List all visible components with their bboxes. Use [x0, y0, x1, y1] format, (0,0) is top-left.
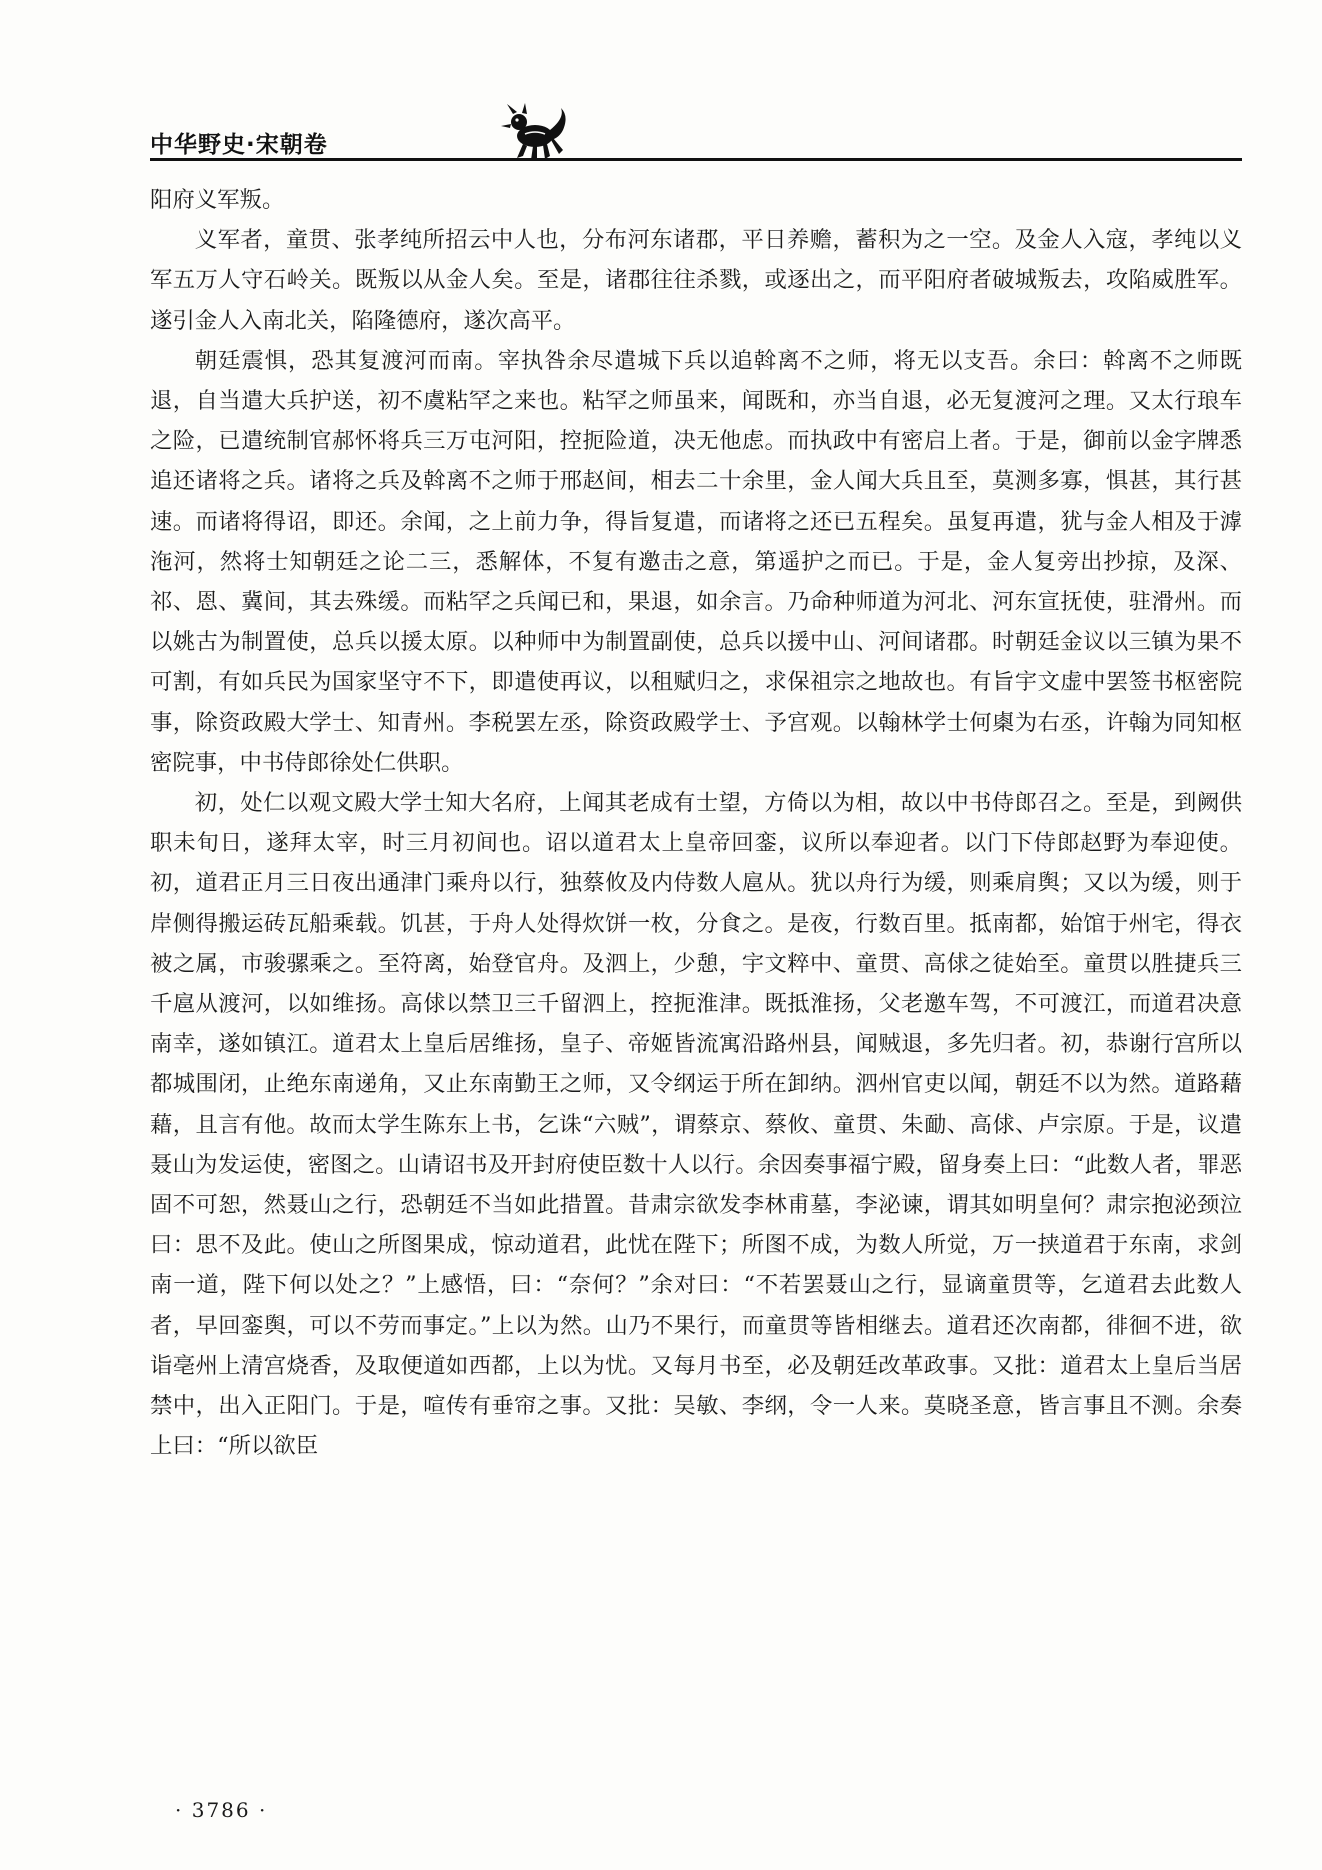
paragraph: 义军者，童贯、张孝纯所招云中人也，分布河东诸郡，平日养赡，蓄积为之一空。及金人入寇，孝纯以义军五万人守石岭关。既叛以从金人矣。至是，诸郡往往杀戮，或逐出之，而平阳府者破城叛去，攻陷威胜军。遂引金人入南北关，陷隆德府，遂次高平。	[150, 227, 1242, 334]
page-header	[150, 100, 1240, 170]
dragon-emblem-icon	[495, 100, 575, 164]
paragraph-continued: 阳府义军叛。	[150, 187, 285, 213]
paragraph: 朝廷震惧，恐其复渡河而南。宰执咎余尽遣城下兵以追斡离不之师，将无以支吾。余曰：斡离不之师既退，自当遣大兵护送，初不虞粘罕之来也。粘罕之师虽来，闻既和，亦当自退，必无复渡河之理。又太行琅车之险，已遣统制官郝怀将兵三万屯河阳，控扼险道，决无他虑。而执政中有密启上者。于是，御前以金字牌悉追还诸将之兵。诸将之兵及斡离不之师于邢赵间，相去二十余里，金人闻大兵且至，莫测多寡，惧甚，其行甚速。而诸将得诏，即还。余闻，之上前力争，得旨复遣，而诸将之还已五程矣。虽复再遣，犹与金人相及于滹沲河，然将士知朝廷之论二三，悉解体，不复有邀击之意，第遥护之而已。于是，金人复旁出抄掠，及深、祁、恩、冀间，其去殊缓。而粘罕之兵闻已和，果退，如余言。乃命种师道为河北、河东宣抚使，驻滑州。而以姚古为制置使，总兵以援太原。以种师中为制置副使，总兵以援中山、河间诸郡。时朝廷金议以三镇为果不可割，有如兵民为国家坚守不下，即遣使再议，以租赋归之，求保祖宗之地故也。有旨宇文虚中罢签书枢密院事，除资政殿大学士、知青州。李税罢左丞，除资政殿学士、予宫观。以翰林学士何㮚为右丞，许翰为同知枢密院事，中书侍郎徐处仁供职。	[150, 347, 1242, 776]
main-text	[150, 180, 1242, 1467]
running-title: 中华野史·宋朝卷	[150, 132, 328, 158]
header-rule	[150, 158, 1242, 161]
page-number: · 3786 ·	[175, 1798, 268, 1822]
paragraph: 初，处仁以观文殿大学士知大名府，上闻其老成有士望，方倚以为相，故以中书侍郎召之。至是，到阙供职未旬日，遂拜太宰，时三月初间也。诏以道君太上皇帝回銮，议所以奉迎者。以门下侍郎赵野为奉迎使。初，道君正月三日夜出通津门乘舟以行，独蔡攸及内侍数人扈从。犹以舟行为缓，则乘肩舆；又以为缓，则于岸侧得搬运砖瓦船乘载。饥甚，于舟人处得炊饼一枚，分食之。是夜，行数百里。抵南都，始馆于州宅，得衣被之属，市骏骡乘之。至符离，始登官舟。及泗上，少憩，宇文粹中、童贯、高俅之徒始至。童贯以胜捷兵三千扈从渡河，以如维扬。高俅以禁卫三千留泗上，控扼淮津。既抵淮扬，父老邀车驾，不可渡江，而道君决意南幸，遂如镇江。道君太上皇后居维扬，皇子、帝姬皆流寓沿路州县，闻贼退，多先归者。初，恭谢行宫所以都城围闭，止绝东南递角，又止东南勤王之师，又令纲运于所在卸纳。泗州官吏以闻，朝廷不以为然。道路藉藉，且言有他。故而太学生陈东上书，乞诛“六贼”，谓蔡京、蔡攸、童贯、朱勔、高俅、卢宗原。于是，议遣聂山为发运使，密图之。山请诏书及开封府使臣数十人以行。余因奏事福宁殿，留身奏上曰：“此数人者，罪恶固不可恕，然聂山之行，恐朝廷不当如此措置。昔肃宗欲发李林甫墓，李泌谏，谓其如明皇何？肃宗抱泌颈泣曰：思不及此。使山之所图果成，惊动道君，此忧在陛下；所图不成，为数人所觉，万一挟道君于东南，求剑南一道，陛下何以处之？”上感悟，曰：“奈何？”余对曰：“不若罢聂山之行，显谪童贯等，乞道君去此数人者，早回銮舆，可以不劳而事定。”上以为然。山乃不果行，而童贯等皆相继去。道君还次南都，徘徊不进，欲诣亳州上清宫烧香，及取便道如西都，上以为忧。又每月书至，必及朝廷改革政事。又批：道君太上皇后当居禁中，出入正阳门。于是，喧传有垂帘之事。又批：吴敏、李纲，令一人来。莫晓圣意，皆言事且不测。余奏上曰：“所以欲臣	[150, 790, 1242, 1460]
